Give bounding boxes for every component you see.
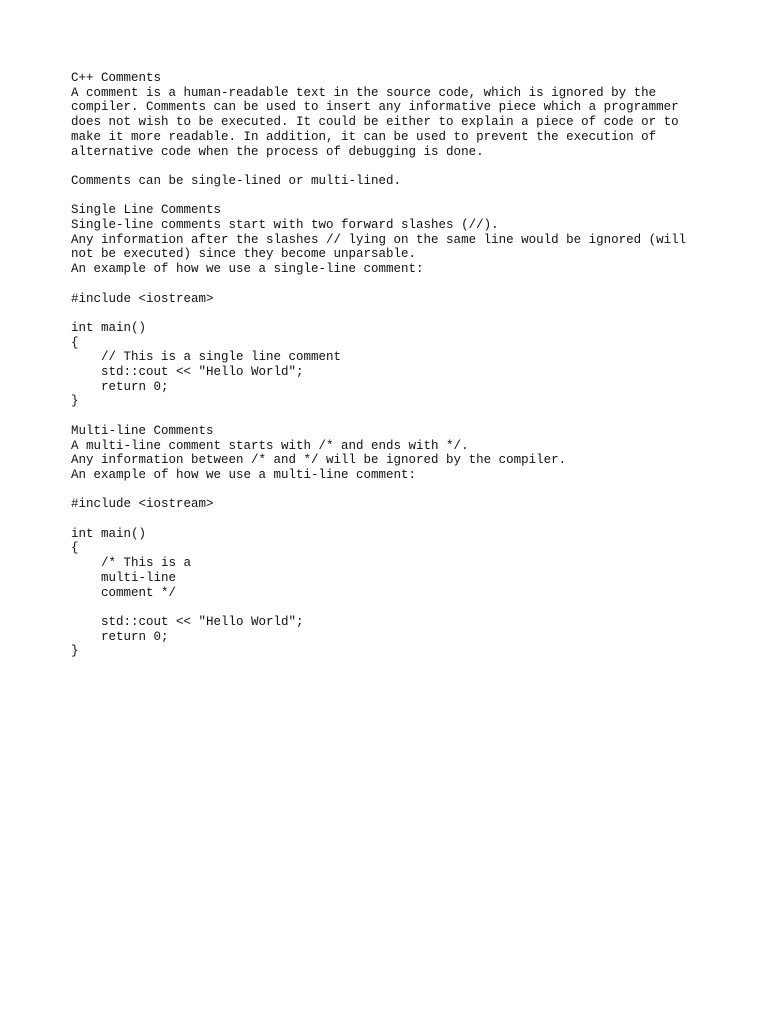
code-line: int main() <box>71 320 147 335</box>
intro-paragraph-line: A comment is a human-readable text in the source code, which is ignored by the <box>71 85 657 100</box>
blank-line <box>71 483 711 498</box>
blank-line <box>71 159 711 174</box>
single-line-text: An example of how we use a single-line comment: <box>71 262 424 277</box>
intro-paragraph-line: make it more readable. In addition, it can be used to prevent the execution of <box>71 129 657 144</box>
code-line: comment */ <box>71 585 177 600</box>
multi-line-text: An example of how we use a multi-line comment: <box>71 467 417 482</box>
single-line-text: not be executed) since they become unparsable. <box>71 247 417 262</box>
code-line: } <box>71 394 79 409</box>
blank-line <box>71 189 711 204</box>
code-line: return 0; <box>71 629 169 644</box>
code-line: { <box>71 335 79 350</box>
code-line: /* This is a <box>71 556 192 571</box>
multi-line-text: Any information between /* and */ will be ignored by the compiler. <box>71 453 567 468</box>
code-line: { <box>71 541 79 556</box>
single-line-text: Single-line comments start with two forward slashes (//). <box>71 218 499 232</box>
multi-line-text: A multi-line comment starts with /* and ends with */. <box>71 438 469 453</box>
code-line: std::cout << "Hello World"; <box>71 614 304 629</box>
code-line: } <box>71 644 79 659</box>
code-line: // This is a single line comment <box>71 350 342 365</box>
code-line: std::cout << "Hello World"; <box>71 365 304 379</box>
document-page <box>71 71 711 659</box>
doc-title: C++ Comments <box>71 71 162 85</box>
blank-line <box>71 512 711 527</box>
section-heading-multi-line: Multi-line Comments <box>71 423 214 438</box>
blank-line <box>71 600 711 615</box>
code-line: return 0; <box>71 379 169 394</box>
blank-line <box>71 306 711 321</box>
blank-line <box>71 409 711 424</box>
code-line: #include <iostream> <box>71 497 214 512</box>
intro-paragraph-line: does not wish to be executed. It could be either to explain a piece of code or to <box>71 115 679 130</box>
blank-line <box>71 277 711 292</box>
code-line: int main() <box>71 526 147 541</box>
section-heading-single-line: Single Line Comments <box>71 203 222 218</box>
code-line: #include <iostream> <box>71 291 214 306</box>
code-line: multi-line <box>71 570 177 585</box>
intro-paragraph-line: alternative code when the process of debugging is done. <box>71 144 484 159</box>
single-line-text: Any information after the slashes // lying on the same line would be ignored (will <box>71 232 687 247</box>
summary-line: Comments can be single-lined or multi-lined. <box>71 173 402 188</box>
intro-paragraph-line: compiler. Comments can be used to insert any informative piece which a programmer <box>71 100 679 115</box>
